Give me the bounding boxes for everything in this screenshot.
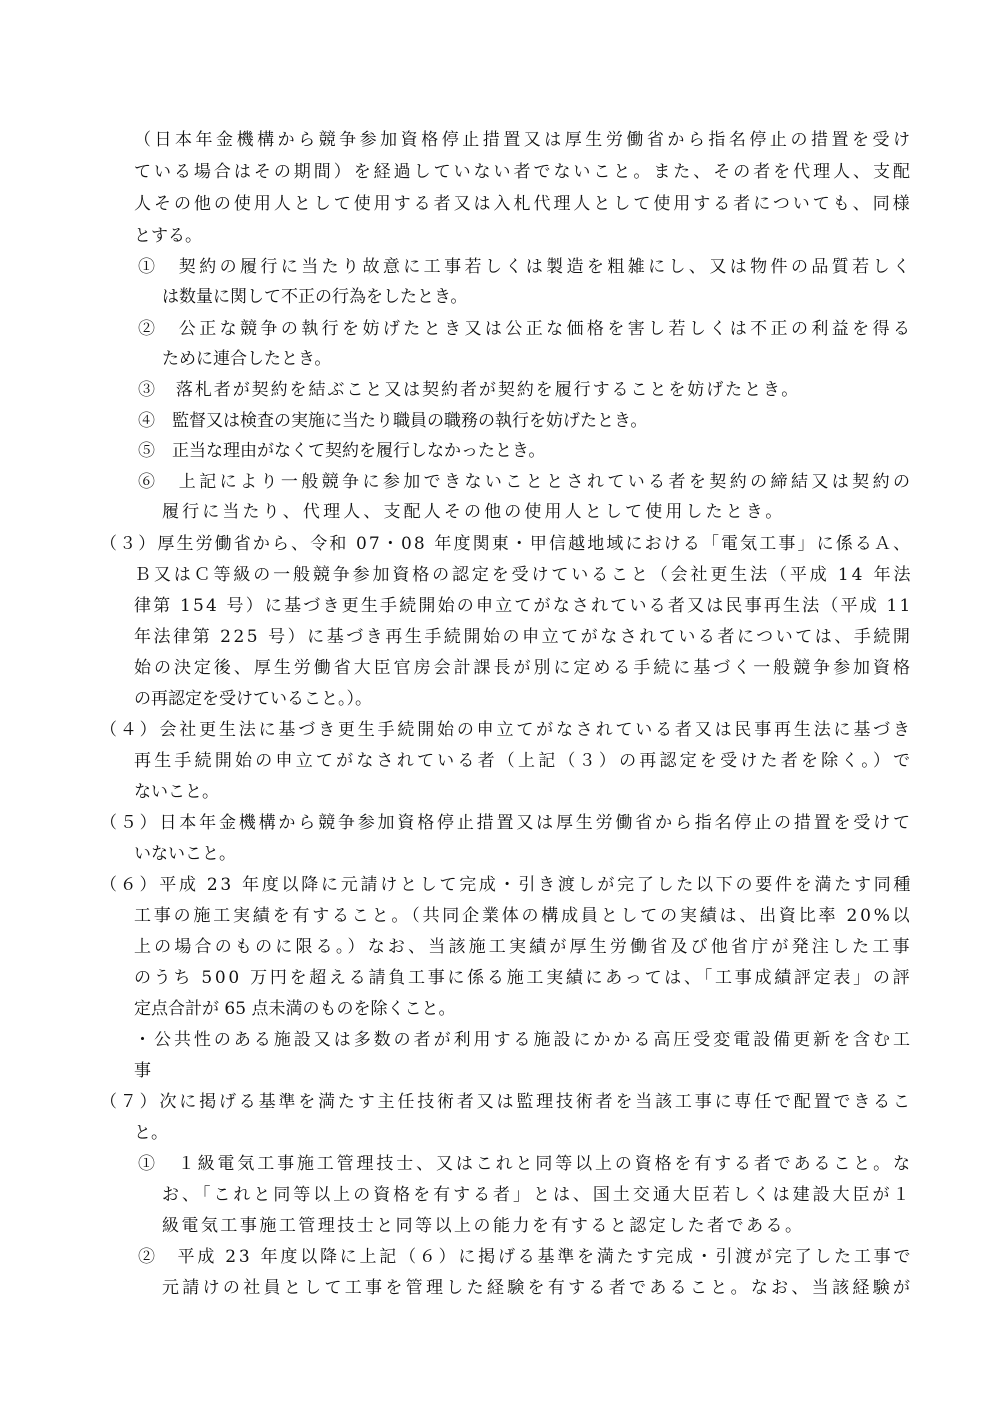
- text-line: ⑥ 上記により一般競争に参加できないこととされている者を契約の締結又は契約の: [138, 472, 914, 492]
- text-line: ② 平成 23 年度以降に上記（６）に掲げる基準を満たす完成・引渡が完了した工事で: [138, 1247, 914, 1267]
- text-line: いないこと。: [134, 844, 236, 864]
- text-line: 律第 154 号）に基づき更生手続開始の申立てがなされている者又は民事再生法（平成 11: [134, 596, 913, 616]
- text-line: 工事の施工実績を有すること。（共同企業体の構成員としての実績は、出資比率 20%以: [134, 906, 913, 926]
- text-line: 始の決定後、厚生労働省大臣官房会計課長が別に定める手続に基づく一般競争参加資格: [134, 658, 913, 678]
- text-line: ① 契約の履行に当たり故意に工事若しくは製造を粗雑にし、又は物件の品質若しく: [138, 257, 914, 277]
- text-line: ① １級電気工事施工管理技士、又はこれと同等以上の資格を有する者であること。な: [138, 1154, 913, 1174]
- text-line: （５）日本年金機構から競争参加資格停止措置又は厚生労働省から指名停止の措置を受けて: [100, 813, 913, 833]
- text-line: ⑤ 正当な理由がなくて契約を履行しなかったとき。: [138, 441, 546, 461]
- text-line: 事: [134, 1061, 151, 1081]
- text-line: とする。: [134, 226, 202, 246]
- text-line: 年法律第 225 号）に基づき再生手続開始の申立てがなされている者については、手続開: [134, 627, 913, 647]
- text-line: ないこと。: [134, 782, 219, 802]
- text-line: のうち 500 万円を超える請負工事に係る施工実績にあっては、「工事成績評定表」の評: [134, 968, 913, 988]
- text-line: （日本年金機構から競争参加資格停止措置又は厚生労働省から指名停止の措置を受け: [134, 130, 914, 150]
- text-line: の再認定を受けていること。）。: [134, 689, 372, 709]
- text-line: （４）会社更生法に基づき更生手続開始の申立てがなされている者又は民事再生法に基づき: [100, 720, 913, 740]
- text-line: ④ 監督又は検査の実施に当たり職員の職務の執行を妨げたとき。: [138, 411, 648, 431]
- text-line: （６）平成 23 年度以降に元請けとして完成・引き渡しが完了した以下の要件を満たす同種: [100, 875, 914, 895]
- text-line: 定点合計が 65 点未満のものを除くこと。: [134, 999, 456, 1019]
- text-line: ために連合したとき。: [162, 349, 332, 369]
- text-line: は数量に関して不正の行為をしたとき。: [162, 287, 468, 307]
- text-line: ③ 落札者が契約を結ぶこと又は契約者が契約を履行することを妨げたとき。: [138, 380, 801, 400]
- text-line: （３）厚生労働省から、令和 07・08 年度関東・甲信越地域における「電気工事」に係るＡ、: [100, 534, 913, 554]
- text-line: 上の場合のものに限る。）なお、当該施工実績が厚生労働省及び他省庁が発注した工事: [134, 937, 913, 957]
- text-line: ・公共性のある施設又は多数の者が利用する施設にかかる高圧受変電設備更新を含む工: [134, 1030, 913, 1050]
- text-line: 級電気工事施工管理技士と同等以上の能力を有すると認定した者である。: [162, 1216, 805, 1236]
- text-line: 人その他の使用人として使用する者又は入札代理人として使用する者についても、同様: [134, 194, 913, 214]
- text-line: お、「これと同等以上の資格を有する者」とは、国土交通大臣若しくは建設大臣が１: [162, 1185, 913, 1205]
- text-line: 元請けの社員として工事を管理した経験を有する者であること。なお、当該経験が: [162, 1278, 914, 1298]
- text-line: 履行に当たり、代理人、支配人その他の使用人として使用したとき。: [162, 502, 786, 522]
- text-line: ている場合はその期間）を経過していない者でないこと。また、その者を代理人、支配: [134, 162, 913, 182]
- text-line: （７）次に掲げる基準を満たす主任技術者又は監理技術者を当該工事に専任で配置できるこ: [100, 1092, 913, 1112]
- text-line: 再生手続開始の申立てがなされている者（上記（３）の再認定を受けた者を除く。）で: [134, 751, 914, 771]
- text-line: ② 公正な競争の執行を妨げたとき又は公正な価格を害し若しくは不正の利益を得る: [138, 319, 914, 339]
- text-line: Ｂ又はＣ等級の一般競争参加資格の認定を受けていること（会社更生法（平成 14 年法: [134, 565, 914, 585]
- text-line: と。: [134, 1123, 168, 1143]
